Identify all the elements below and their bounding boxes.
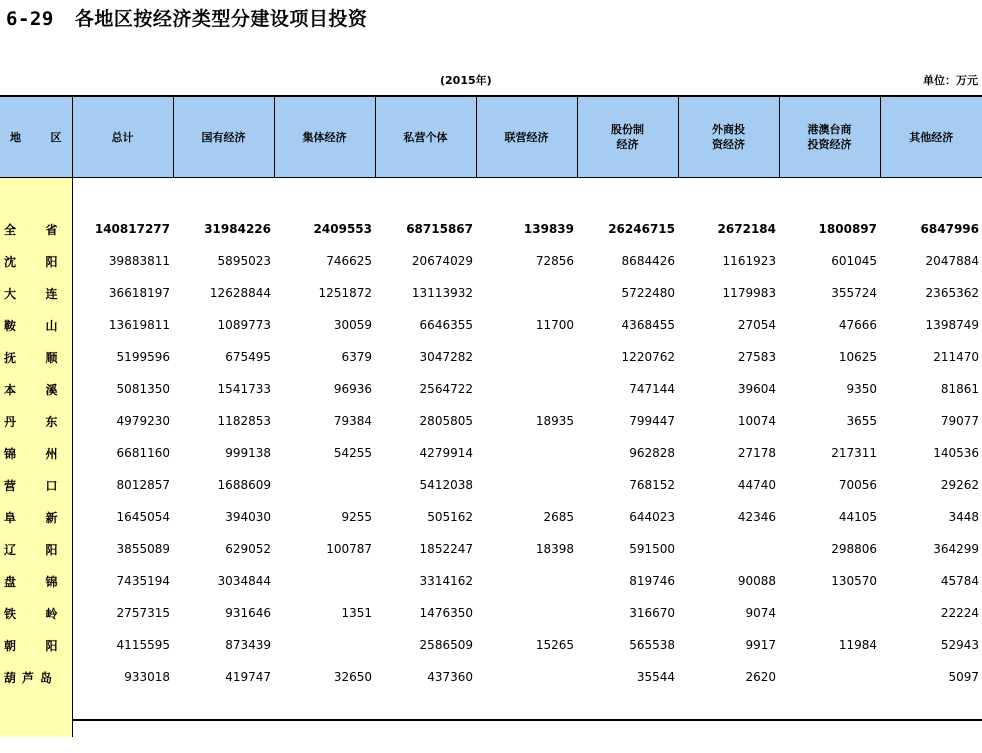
table-row bbox=[0, 661, 982, 693]
unit-label: 单位：万元 bbox=[923, 74, 978, 87]
value-cell: 211470 bbox=[933, 350, 979, 364]
table-row bbox=[0, 405, 982, 437]
value-cell: 3314162 bbox=[419, 574, 473, 588]
value-cell: 4979230 bbox=[116, 414, 170, 428]
value-cell: 39883811 bbox=[108, 254, 170, 268]
value-cell: 6847996 bbox=[920, 222, 979, 236]
value-cell: 1182853 bbox=[217, 414, 271, 428]
header-region-char-1: 地 bbox=[10, 130, 21, 144]
value-cell: 1800897 bbox=[818, 222, 877, 236]
value-cell: 5895023 bbox=[217, 254, 271, 268]
value-cell: 18935 bbox=[535, 414, 574, 428]
header-hk-macao-taiwan: 港澳台商 投资经济 bbox=[779, 97, 880, 178]
header-foreign: 外商投 资经济 bbox=[678, 97, 779, 178]
value-cell: 7435194 bbox=[116, 574, 170, 588]
value-cell: 747144 bbox=[629, 382, 675, 396]
value-cell: 140536 bbox=[933, 446, 979, 460]
value-cell: 591500 bbox=[629, 542, 675, 556]
value-cell: 999138 bbox=[225, 446, 271, 460]
value-cell: 30059 bbox=[333, 318, 372, 332]
value-cell: 13113932 bbox=[411, 286, 473, 300]
value-cell: 15265 bbox=[535, 638, 574, 652]
value-cell: 1541733 bbox=[217, 382, 271, 396]
region-name-part: 丹 bbox=[4, 414, 17, 429]
header-joint: 联营经济 bbox=[476, 97, 577, 178]
table-row bbox=[0, 565, 982, 597]
region-name-part: 抚 bbox=[4, 350, 17, 365]
value-cell: 52943 bbox=[940, 638, 979, 652]
table-row bbox=[0, 469, 982, 501]
value-cell: 629052 bbox=[225, 542, 271, 556]
value-cell: 675495 bbox=[225, 350, 271, 364]
value-cell: 10074 bbox=[737, 414, 776, 428]
region-cell bbox=[0, 661, 72, 693]
table-row bbox=[0, 277, 982, 309]
value-cell: 565538 bbox=[629, 638, 675, 652]
region-name-part: 本 bbox=[4, 382, 17, 397]
value-cell: 1645054 bbox=[116, 510, 170, 524]
value-cell: 419747 bbox=[225, 670, 271, 684]
value-cell: 4279914 bbox=[419, 446, 473, 460]
value-cell: 601045 bbox=[831, 254, 877, 268]
value-cell: 11700 bbox=[535, 318, 574, 332]
region-name-part: 新 bbox=[45, 510, 58, 525]
value-cell: 35544 bbox=[636, 670, 675, 684]
value-cell: 8012857 bbox=[116, 478, 170, 492]
region-name-part: 口 bbox=[45, 478, 58, 493]
region-name-part: 葫芦岛 bbox=[4, 670, 59, 685]
value-cell: 819746 bbox=[629, 574, 675, 588]
value-cell: 100787 bbox=[326, 542, 372, 556]
value-cell: 47666 bbox=[838, 318, 877, 332]
value-cell: 437360 bbox=[427, 670, 473, 684]
region-name-part: 阜 bbox=[4, 510, 17, 525]
value-cell: 26246715 bbox=[608, 222, 675, 236]
value-cell: 1220762 bbox=[621, 350, 675, 364]
value-cell bbox=[476, 437, 577, 469]
value-cell: 6646355 bbox=[419, 318, 473, 332]
value-cell: 9917 bbox=[745, 638, 776, 652]
value-cell: 70056 bbox=[838, 478, 877, 492]
value-cell bbox=[476, 469, 577, 501]
value-cell bbox=[476, 597, 577, 629]
region-name-part: 岭 bbox=[45, 606, 58, 621]
value-cell: 96936 bbox=[333, 382, 372, 396]
value-cell: 11984 bbox=[838, 638, 877, 652]
value-cell: 39604 bbox=[737, 382, 776, 396]
value-cell: 2672184 bbox=[717, 222, 776, 236]
value-cell: 316670 bbox=[629, 606, 675, 620]
value-cell bbox=[274, 629, 375, 661]
region-name-part: 锦 bbox=[45, 574, 58, 589]
value-cell: 6379 bbox=[341, 350, 372, 364]
value-cell bbox=[274, 565, 375, 597]
value-cell: 1179983 bbox=[722, 286, 776, 300]
value-cell: 9074 bbox=[745, 606, 776, 620]
value-cell: 12628844 bbox=[209, 286, 271, 300]
value-cell: 1089773 bbox=[217, 318, 271, 332]
value-cell: 2564722 bbox=[419, 382, 473, 396]
value-cell: 873439 bbox=[225, 638, 271, 652]
value-cell: 298806 bbox=[831, 542, 877, 556]
value-cell: 355724 bbox=[831, 286, 877, 300]
value-cell: 2586509 bbox=[419, 638, 473, 652]
region-cell bbox=[0, 469, 72, 501]
value-cell: 3034844 bbox=[217, 574, 271, 588]
region-cell bbox=[0, 245, 72, 277]
region-cell bbox=[0, 533, 72, 565]
value-cell: 79384 bbox=[333, 414, 372, 428]
value-cell: 1852247 bbox=[419, 542, 473, 556]
value-cell: 217311 bbox=[831, 446, 877, 460]
value-cell: 3448 bbox=[948, 510, 979, 524]
value-cell: 44105 bbox=[838, 510, 877, 524]
table-row bbox=[0, 501, 982, 533]
region-cell bbox=[0, 629, 72, 661]
region-name-part: 顺 bbox=[45, 350, 58, 365]
region-cell bbox=[0, 597, 72, 629]
region-cell bbox=[0, 309, 72, 341]
value-cell bbox=[476, 341, 577, 373]
value-cell: 54255 bbox=[333, 446, 372, 460]
value-cell: 768152 bbox=[629, 478, 675, 492]
value-cell: 31984226 bbox=[204, 222, 271, 236]
value-cell: 505162 bbox=[427, 510, 473, 524]
value-cell: 18398 bbox=[535, 542, 574, 556]
data-table-wrapper bbox=[0, 95, 982, 721]
value-cell: 5081350 bbox=[116, 382, 170, 396]
value-cell bbox=[476, 565, 577, 597]
region-cell bbox=[0, 209, 72, 245]
region-name-part: 全 bbox=[4, 222, 17, 237]
value-cell bbox=[779, 597, 880, 629]
value-cell: 130570 bbox=[831, 574, 877, 588]
region-name-part: 阳 bbox=[45, 638, 58, 653]
value-cell: 1161923 bbox=[722, 254, 776, 268]
region-name-part: 阳 bbox=[45, 254, 58, 269]
region-cell bbox=[0, 373, 72, 405]
value-cell: 22224 bbox=[940, 606, 979, 620]
table-title bbox=[6, 4, 367, 31]
region-cell bbox=[0, 277, 72, 309]
value-cell: 27178 bbox=[737, 446, 776, 460]
header-other: 其他经济 bbox=[880, 97, 982, 178]
table-row bbox=[0, 629, 982, 661]
region-name-part: 锦 bbox=[4, 446, 17, 461]
region-name-part: 连 bbox=[45, 286, 58, 301]
value-cell: 1476350 bbox=[419, 606, 473, 620]
filler-row bbox=[0, 693, 982, 737]
table-number: 6-29 bbox=[6, 8, 54, 30]
value-cell: 6681160 bbox=[116, 446, 170, 460]
value-cell: 90088 bbox=[737, 574, 776, 588]
value-cell: 644023 bbox=[629, 510, 675, 524]
header-private: 私营个体 bbox=[375, 97, 476, 178]
region-name-part: 鞍 bbox=[4, 318, 17, 333]
header-shareholding: 股份制 经济 bbox=[577, 97, 678, 178]
value-cell: 5097 bbox=[948, 670, 979, 684]
value-cell bbox=[779, 661, 880, 693]
value-cell: 27054 bbox=[737, 318, 776, 332]
value-cell: 3655 bbox=[846, 414, 877, 428]
value-cell bbox=[476, 373, 577, 405]
value-cell: 36618197 bbox=[108, 286, 170, 300]
value-cell: 799447 bbox=[629, 414, 675, 428]
header-region-char-2: 区 bbox=[50, 130, 62, 144]
region-name-part: 阳 bbox=[45, 542, 58, 557]
table-row bbox=[0, 309, 982, 341]
value-cell: 962828 bbox=[629, 446, 675, 460]
value-cell bbox=[476, 661, 577, 693]
region-name-part: 州 bbox=[45, 446, 58, 461]
value-cell: 139839 bbox=[523, 222, 574, 236]
value-cell: 364299 bbox=[933, 542, 979, 556]
value-cell: 5722480 bbox=[621, 286, 675, 300]
spacer-row bbox=[0, 178, 982, 210]
region-name-part: 大 bbox=[4, 286, 17, 301]
value-cell: 2805805 bbox=[419, 414, 473, 428]
value-cell: 931646 bbox=[225, 606, 271, 620]
value-cell: 10625 bbox=[838, 350, 877, 364]
value-cell: 32650 bbox=[333, 670, 372, 684]
region-name-part: 省 bbox=[45, 222, 58, 237]
value-cell: 140817277 bbox=[94, 222, 170, 236]
region-cell bbox=[0, 565, 72, 597]
value-cell: 933018 bbox=[124, 670, 170, 684]
table-body bbox=[0, 178, 982, 738]
data-table bbox=[0, 97, 982, 737]
region-name-part: 朝 bbox=[4, 638, 17, 653]
header-total: 总计 bbox=[72, 97, 173, 178]
region-name-part: 山 bbox=[45, 318, 58, 333]
region-name-part: 溪 bbox=[45, 382, 58, 397]
value-cell: 1398749 bbox=[925, 318, 979, 332]
value-cell: 9350 bbox=[846, 382, 877, 396]
table-row bbox=[0, 341, 982, 373]
value-cell: 13619811 bbox=[108, 318, 170, 332]
table-row bbox=[0, 533, 982, 565]
region-name-part: 辽 bbox=[4, 542, 17, 557]
value-cell: 2409553 bbox=[313, 222, 372, 236]
value-cell: 79077 bbox=[940, 414, 979, 428]
region-cell bbox=[0, 341, 72, 373]
table-row bbox=[0, 209, 982, 245]
value-cell: 27583 bbox=[737, 350, 776, 364]
value-cell bbox=[678, 533, 779, 565]
value-cell: 44740 bbox=[737, 478, 776, 492]
value-cell: 29262 bbox=[940, 478, 979, 492]
value-cell: 5412038 bbox=[419, 478, 473, 492]
region-cell bbox=[0, 501, 72, 533]
value-cell: 1251872 bbox=[318, 286, 372, 300]
value-cell: 3855089 bbox=[116, 542, 170, 556]
region-name-part: 盘 bbox=[4, 574, 17, 589]
value-cell: 4368455 bbox=[621, 318, 675, 332]
header-row bbox=[0, 97, 982, 178]
header-region bbox=[0, 97, 72, 178]
value-cell: 1351 bbox=[341, 606, 372, 620]
table-row bbox=[0, 245, 982, 277]
value-cell: 81861 bbox=[940, 382, 979, 396]
value-cell: 9255 bbox=[341, 510, 372, 524]
region-cell bbox=[0, 437, 72, 469]
value-cell: 746625 bbox=[326, 254, 372, 268]
value-cell: 2620 bbox=[745, 670, 776, 684]
value-cell: 42346 bbox=[737, 510, 776, 524]
table-row bbox=[0, 437, 982, 469]
value-cell: 1688609 bbox=[217, 478, 271, 492]
value-cell: 2685 bbox=[543, 510, 574, 524]
region-name-part: 沈 bbox=[4, 254, 17, 269]
value-cell: 20674029 bbox=[411, 254, 473, 268]
value-cell: 3047282 bbox=[419, 350, 473, 364]
region-name-part: 东 bbox=[45, 414, 58, 429]
value-cell: 68715867 bbox=[406, 222, 473, 236]
region-name-part: 铁 bbox=[4, 606, 17, 621]
table-row bbox=[0, 373, 982, 405]
year-label: (2015年) bbox=[440, 74, 492, 87]
value-cell: 5199596 bbox=[116, 350, 170, 364]
header-state-owned: 国有经济 bbox=[173, 97, 274, 178]
value-cell: 2365362 bbox=[925, 286, 979, 300]
table-row bbox=[0, 597, 982, 629]
region-name-part: 营 bbox=[4, 478, 17, 493]
value-cell: 4115595 bbox=[116, 638, 170, 652]
value-cell: 8684426 bbox=[621, 254, 675, 268]
value-cell bbox=[476, 277, 577, 309]
value-cell: 45784 bbox=[940, 574, 979, 588]
header-collective: 集体经济 bbox=[274, 97, 375, 178]
table-title-text: 各地区按经济类型分建设项目投资 bbox=[74, 8, 368, 30]
value-cell: 394030 bbox=[225, 510, 271, 524]
value-cell bbox=[274, 469, 375, 501]
value-cell: 2047884 bbox=[925, 254, 979, 268]
value-cell: 72856 bbox=[535, 254, 574, 268]
region-cell bbox=[0, 405, 72, 437]
value-cell: 2757315 bbox=[116, 606, 170, 620]
